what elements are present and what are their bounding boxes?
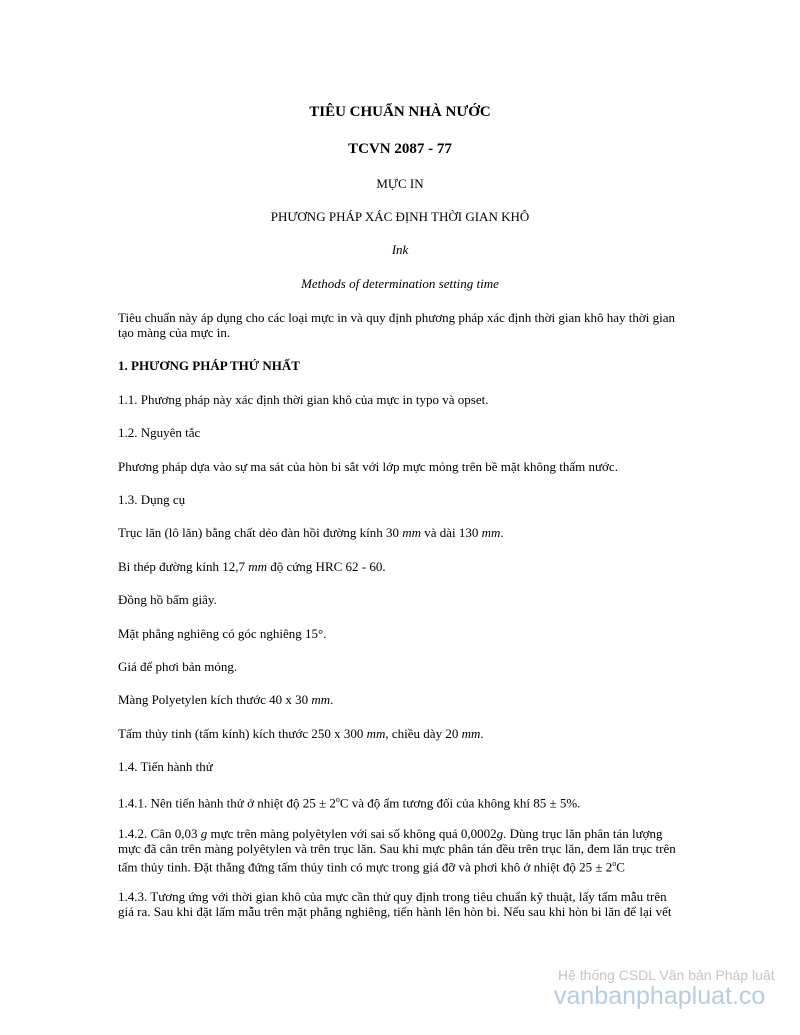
english-subtitle: Methods of determination setting time <box>301 276 499 291</box>
standard-code: TCVN 2087 - 77 <box>348 141 452 157</box>
paragraph-1-3-heading: 1.3. Dụng cụ <box>118 492 186 507</box>
section-1-heading: 1. PHƯƠNG PHÁP THỨ NHẤT <box>118 358 300 373</box>
paragraph-1-4-2-line-1: 1.4.2. Cân 0,03 g mực trên màng polyêtylen với sai số không quá 0,0002g. Dùng trục lăn phân tán lượng <box>118 826 663 841</box>
intro-line-2: tạo màng của mực in. <box>118 325 231 340</box>
tool-drying-rack: Giá để phơi bản mỏng. <box>118 659 238 674</box>
tool-steel-ball: Bi thép đường kính 12,7 mm độ cứng HRC 62 - 60. <box>118 559 386 574</box>
standard-subject: MỰC IN <box>376 176 424 191</box>
tool-stopwatch: Đồng hồ bấm giây. <box>118 592 217 607</box>
tool-glass-plate: Tấm thủy tinh (tấm kính) kích thước 250 x 300 mm, chiều dày 20 mm. <box>118 726 484 741</box>
watermark-site: vanbanphapluat.co <box>554 982 766 1010</box>
paragraph-1-4-3-line-1: 1.4.3. Tương ứng với thời gian khô của mực cần thử quy định trong tiêu chuẩn kỹ thuật, lấy tấm mẫu trên <box>118 889 667 904</box>
paragraph-1-2-heading: 1.2. Nguyên tắc <box>118 425 201 440</box>
paragraph-1-1: 1.1. Phương pháp này xác định thời gian khô của mực in typo và opset. <box>118 392 489 407</box>
document-title: TIÊU CHUẨN NHÀ NƯỚC <box>309 104 491 120</box>
tool-roller: Trục lăn (lô lăn) bằng chất dẻo đàn hồi đường kính 30 mm và dài 130 mm. <box>118 525 504 540</box>
watermark-caption: Hệ thống CSDL Văn bản Pháp luật <box>558 967 775 983</box>
tool-polyethylene-film: Màng Polyetylen kích thước 40 x 30 mm. <box>118 692 334 707</box>
standard-subtitle: PHƯƠNG PHÁP XÁC ĐỊNH THỜI GIAN KHÔ <box>270 209 530 224</box>
paragraph-1-4-1: 1.4.1. Nên tiến hành thử ở nhiệt độ $25 \pm 2^oC$ và độ ẩm tương đối của không khí 85 ± 5%. <box>118 795 581 811</box>
principle-text: Phương pháp dựa vào sự ma sát của hòn bi sắt với lớp mực mỏng trên bề mặt không thấm nước. <box>118 459 618 474</box>
paragraph-1-4-heading: 1.4. Tiến hành thử <box>118 759 213 774</box>
tool-incline-plane: Mặt phẳng nghiêng có góc nghiêng 15°. <box>118 626 327 641</box>
paragraph-1-4-3-line-2: giá ra. Sau khi đặt lấm mẫu trên mặt phẳng nghiêng, tiến hành lên hòn bi. Nếu sau khi hòn bi lăn để lại vết <box>118 904 672 919</box>
english-subject: Ink <box>391 242 409 257</box>
intro-line-1: Tiêu chuẩn này áp dụng cho các loại mực in và quy định phương pháp xác định thời gian khô hay thời gian <box>118 310 676 325</box>
paragraph-1-4-2-line-3: tấm thủy tinh. Đặt thẳng đứng tấm thủy tinh có mực trong giá đỡ và phơi khô ở nhiệt độ $25 \pm 2^oC$ <box>118 859 625 875</box>
paragraph-1-4-2-line-2: mực đã cân trên màng polyêtylen và trên trục lăn. Sau khi mực phân tán đều trên trục lăn, đem lăn trục trên <box>118 841 676 856</box>
